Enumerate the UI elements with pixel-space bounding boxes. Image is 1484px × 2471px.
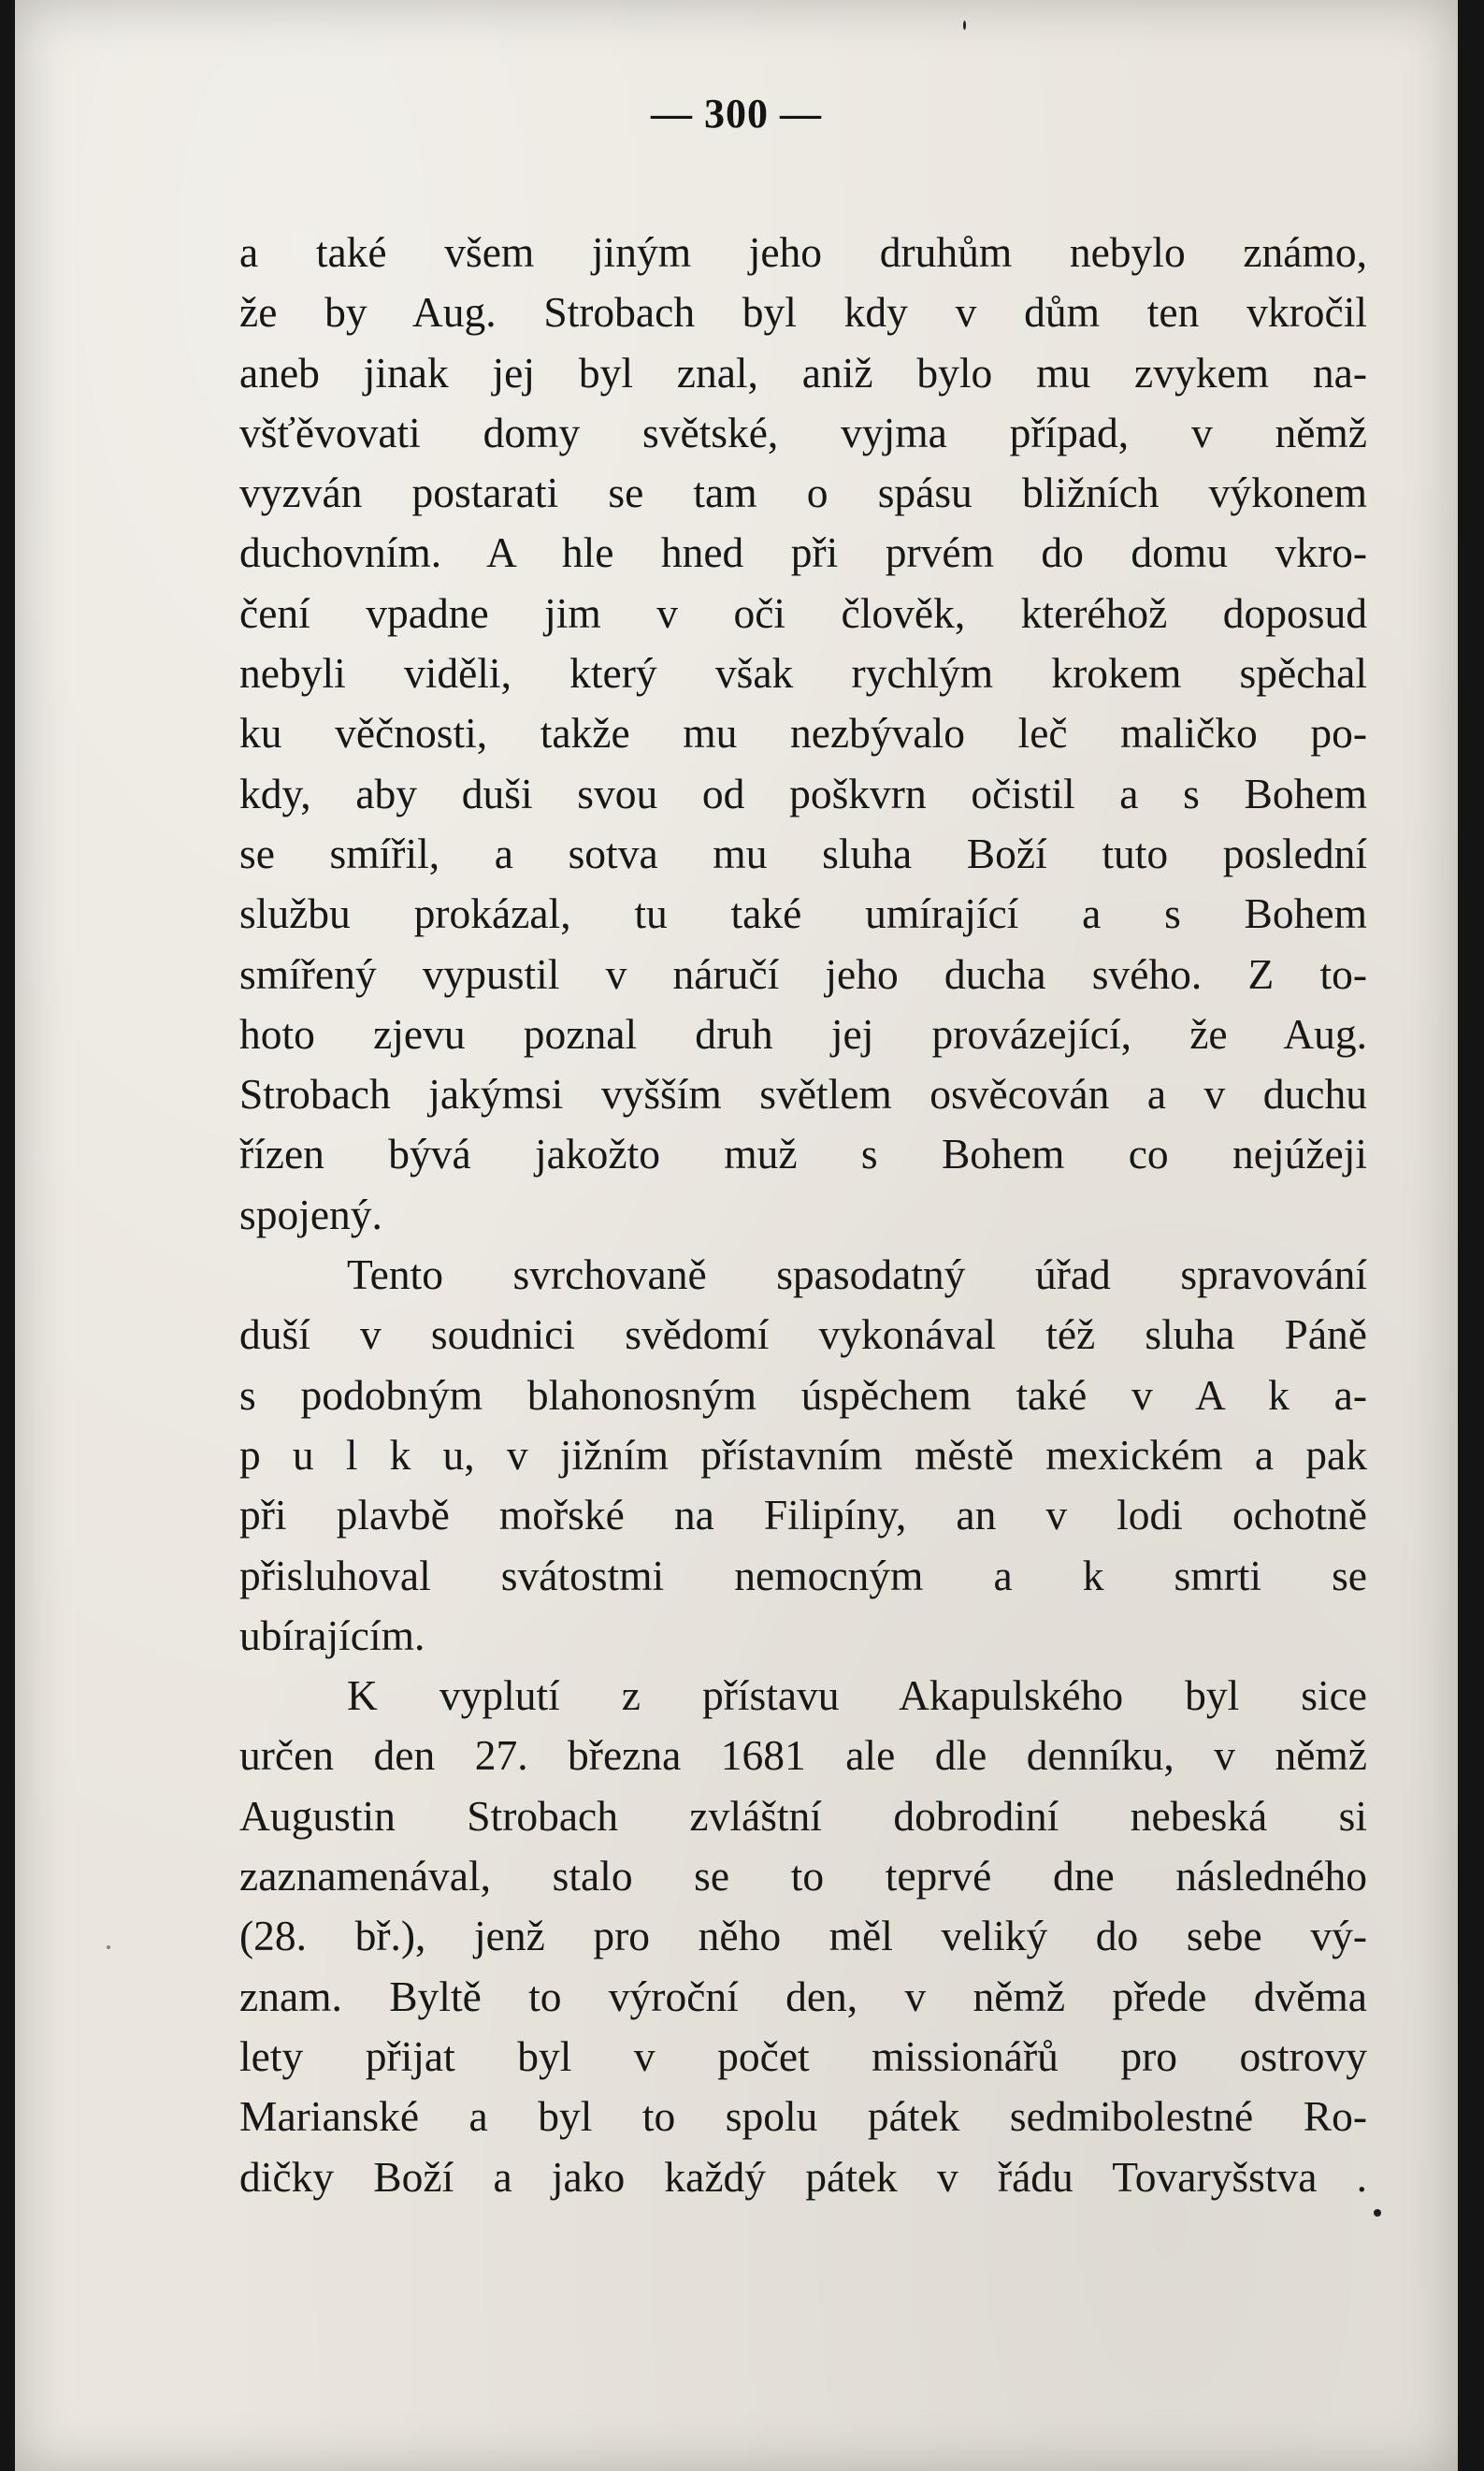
- text-line: duchovním. A hle hned při prvém do domu vkro-: [239, 528, 1367, 577]
- text-line: Augustin Strobach zvláštní dobrodiní nebeská si: [239, 1791, 1367, 1840]
- text-line: službu prokázal, tu také umírající a s Bohem: [239, 889, 1367, 938]
- ink-speck: [1374, 2209, 1381, 2217]
- text-line: zaznamenával, stalo se to teprvé dne následného: [239, 1852, 1367, 1900]
- text-line: dičky Boží a jako každý pátek v řádu Tovaryšstva .: [239, 2152, 1367, 2201]
- text-line: duší v soudnici svědomí vykonával též sluha Páně: [239, 1310, 1367, 1359]
- text-line: všťěvovati domy světské, vyjma případ, v němž: [239, 408, 1367, 456]
- text-line: Marianské a byl to spolu pátek sedmibolestné Ro-: [239, 2092, 1367, 2141]
- text-line: spojený.: [239, 1190, 382, 1238]
- text-line: že by Aug. Strobach byl kdy v dům ten vkročil: [239, 288, 1367, 337]
- text-line: znam. Byltě to výroční den, v němž přede dvěma: [239, 1972, 1367, 2020]
- text-line: Strobach jakýmsi vyšším světlem osvěcován a v duchu: [239, 1070, 1367, 1119]
- text-line: smířený vypustil v náručí jeho ducha svého. Z to-: [239, 949, 1367, 998]
- ink-speck: [963, 21, 966, 30]
- text-line: hoto zjevu poznal druh jej provázející, že Aug.: [239, 1009, 1367, 1058]
- text-line: vyzván postarati se tam o spásu bližních výkonem: [239, 469, 1367, 517]
- text-line: přisluhoval svátostmi nemocným a k smrti se: [239, 1551, 1367, 1599]
- text-line: (28. bř.), jenž pro něho měl veliký do sebe vý-: [239, 1912, 1367, 1960]
- book-page: [15, 0, 1458, 2471]
- page-number: — 300 —: [651, 91, 822, 137]
- ink-speck: [107, 1945, 110, 1949]
- paragraph-start-line: Tento svrchovaně spasodatný úřad spravování: [347, 1250, 1367, 1299]
- text-line: určen den 27. března 1681 ale dle denníku, v němž: [239, 1731, 1367, 1780]
- text-line: při plavbě mořské na Filipíny, an v lodi ochotně: [239, 1491, 1367, 1539]
- body-text: [239, 223, 1367, 2207]
- text-line: kdy, aby duši svou od poškvrn očistil a s Bohem: [239, 769, 1367, 817]
- text-line: ku věčnosti, takže mu nezbývalo leč maličko po-: [239, 709, 1367, 758]
- paragraph-start-line: K vyplutí z přístavu Akapulského byl sice: [347, 1671, 1367, 1720]
- text-line: ubírajícím.: [239, 1611, 425, 1659]
- text-line: se smířil, a sotva mu sluha Boží tuto poslední: [239, 829, 1367, 877]
- text-line: aneb jinak jej byl znal, aniž bylo mu zvykem na-: [239, 348, 1367, 397]
- text-line: čení vpadne jim v oči člověk, kteréhož doposud: [239, 588, 1367, 637]
- text-line: a také všem jiným jeho druhům nebylo známo,: [239, 228, 1367, 276]
- text-line: p u l k u, v jižním přístavním městě mexickém a pak: [239, 1430, 1367, 1479]
- text-line: s podobným blahonosným úspěchem také v A k a-: [239, 1370, 1367, 1419]
- text-line: nebyli viděli, který však rychlým krokem spěchal: [239, 649, 1367, 698]
- text-line: řízen bývá jakožto muž s Bohem co nejúžeji: [239, 1130, 1367, 1178]
- text-line: lety přijat byl v počet missionářů pro ostrovy: [239, 2031, 1367, 2080]
